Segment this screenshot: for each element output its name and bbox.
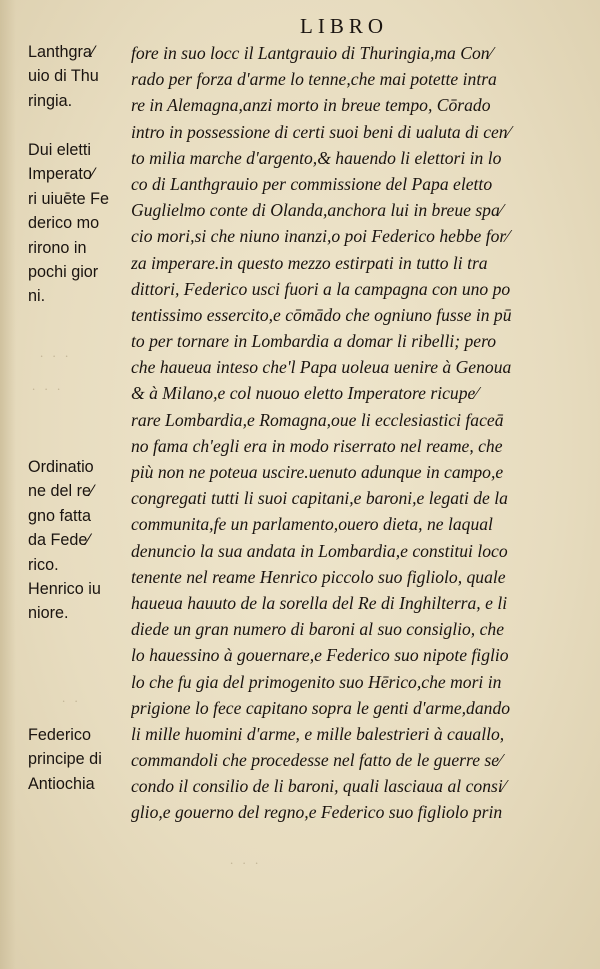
text-line: congregati tutti li suoi capitani,e baroni,e legati de la [131,488,508,509]
text-line: commandoli che procedesse nel fatto de le guerre se⁄ [131,750,502,771]
bleed-through-mark: . . [62,690,81,705]
gutter-shadow [0,0,16,969]
text-line: condo il consilio de li baroni, quali lasciaua al consi⁄ [131,776,506,797]
marginal-line: pochi gior [28,262,99,281]
text-line: lo hauessino à gouernare,e Federico suo nipote figlio [131,645,509,666]
marginal-line: da Fede⁄ [28,531,91,550]
text-line: prigione lo fece capitano sopra le genti d'arme,dando [131,697,511,718]
marginal-line: rirono in [28,238,87,257]
marginal-line: Dui eletti [28,141,91,159]
text-line: & à Milano,e col nuouo eletto Imperatore ricupe⁄ [131,383,479,404]
text-line: cio mori,si che niuno inanzi,o poi Federico hebbe for⁄ [131,226,510,247]
text-line: fore in suo locc il Lantgrauio di Thuringia,ma Con⁄ [131,43,493,63]
text-line: lo che fu gia del primogenito suo Hērico,che mori in [131,671,502,692]
text-line: che haueua inteso che'l Papa uoleua uenire à Genoua [131,357,512,378]
marginal-line: Antiochia [28,774,95,793]
marginal-line: gno fatta [28,506,92,525]
text-line: tenente nel reame Henrico piccolo suo figliolo, quale [131,566,506,587]
text-line: li mille huomini d'arme, e mille balestrieri à cauallo, [131,723,505,744]
marginal-note-ordinatione [28,455,126,626]
text-line: intro in possessione di certi suoi beni di ualuta di cen⁄ [131,121,511,142]
marginal-note-dui-eletti [28,138,126,309]
text-line: rado per forza d'arme lo tenne,che mai potette intra [131,69,497,90]
marginal-line: ri uiuēte Fe [28,189,109,208]
marginal-line: principe di [28,750,102,769]
marginal-note-federico-principe [28,723,126,796]
marginal-line: Imperato⁄ [28,165,95,184]
marginal-line: ni. [28,287,46,306]
marginal-line: Ordinatio [28,458,94,476]
marginal-line: uio di Thu [28,67,99,86]
marginal-note-lanthgrauio [28,40,126,113]
text-line: più non ne poteua uscire.uenuto adunque in campo,e [131,462,504,482]
text-line: co di Lanthgrauio per commissione del Papa eletto [131,173,493,194]
text-line: haueua hauuto de la sorella del Re di Inghilterra, e li [131,592,508,613]
bleed-through-mark: . . . [230,852,262,867]
text-line: tentissimo essercito,e cōmādo che ogniuno fusse in pū [131,304,512,325]
text-line: to milia marche d'argento,& hauendo li elettori in lo [131,147,502,168]
text-line: dittori, Federico usci fuori a la campagna con uno po [131,278,511,299]
marginal-line: niore. [28,604,69,623]
text-line: za imperare.in questo mezzo estirpati in tutto li tra [131,252,488,273]
text-line: glio,e gouerno del regno,e Federico suo figliolo prin [131,802,503,823]
text-line: Guglielmo conte di Olanda,anchora lui in breue spa⁄ [131,200,503,221]
marginal-line: ne del re⁄ [28,482,94,501]
running-head: LIBRO [300,14,388,38]
marginal-line: rico. [28,555,59,574]
text-line: rare Lombardia,e Romagna,oue li ecclesiastici faceā [131,409,504,430]
text-line: diede un gran numero di baroni al suo consiglio, che [131,619,505,640]
text-line: communita,fe un parlamento,ouero dieta, ne laqual [131,514,493,535]
bleed-through-mark: . . . [40,345,72,360]
text-line: to per tornare in Lombardia a domar li ribelli; pero [131,331,497,352]
marginal-line: derico mo [28,214,100,233]
text-line: denuncio la sua andata in Lombardia,e constitui loco [131,540,508,561]
bleed-through-mark: . . . [32,378,64,393]
marginal-line: Henrico iu [28,579,101,598]
marginal-line: Federico [28,726,91,744]
text-line: re in Alemagna,anzi morto in breue tempo, Cōrado [131,95,491,116]
marginal-line: ringia. [28,91,73,110]
marginal-line: Lanthgra⁄ [28,43,95,61]
text-line: no fama ch'egli era in modo riserrato nel reame, che [131,435,503,456]
main-text-block [131,40,571,826]
